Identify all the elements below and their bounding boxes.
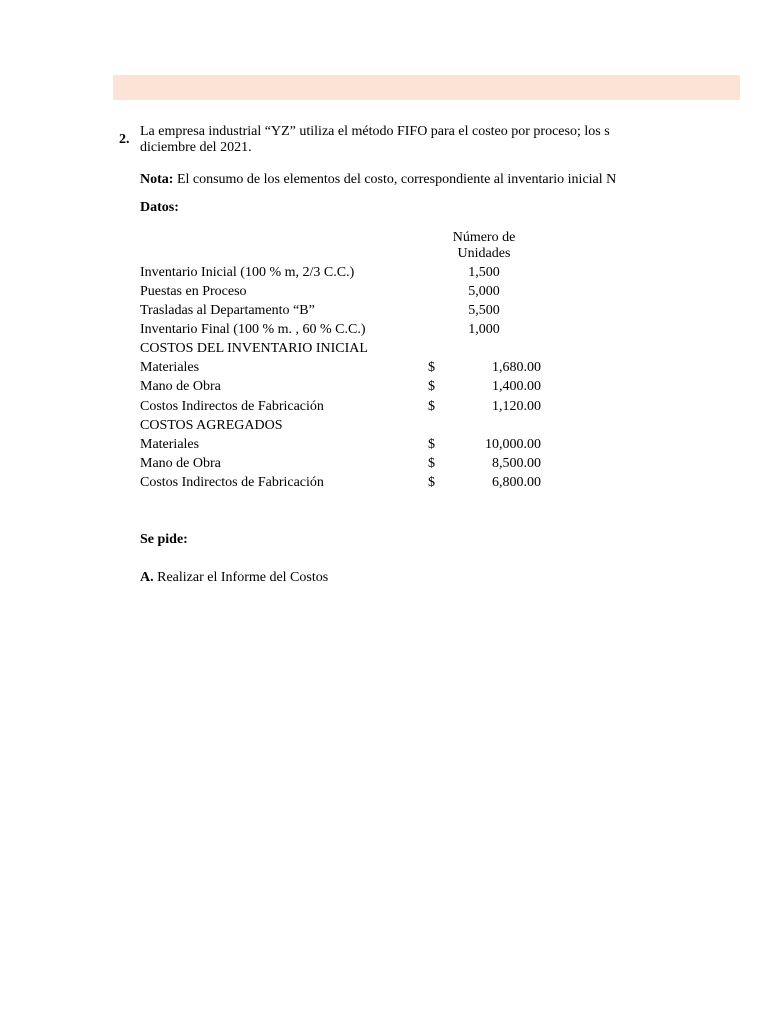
- cost-row-label: Materiales: [140, 360, 200, 375]
- currency-symbol: $: [428, 379, 435, 394]
- currency-symbol: $: [428, 360, 435, 375]
- request-item-letter: A.: [140, 570, 154, 585]
- cost-row-label: Costos Indirectos de Fabricación: [140, 399, 324, 414]
- currency-symbol: $: [428, 475, 435, 490]
- cost-row-label: Materiales: [140, 437, 200, 452]
- currency-symbol: $: [428, 437, 435, 452]
- cost-row-amount: 6,800.00: [492, 475, 541, 490]
- initial-costs-heading: COSTOS DEL INVENTARIO INICIAL: [140, 341, 368, 356]
- unit-row-value: 5,000: [468, 284, 500, 299]
- cost-row-label: Mano de Obra: [140, 379, 221, 394]
- unit-row-value: 1,500: [468, 265, 500, 280]
- unit-row-label: Inventario Inicial (100 % m, 2/3 C.C.): [140, 265, 355, 280]
- request-item-text: Realizar el Informe del Costos: [153, 570, 329, 585]
- cost-row-label: Mano de Obra: [140, 456, 221, 471]
- cost-row-amount: 1,400.00: [492, 379, 541, 394]
- problem-number: 2.: [119, 132, 130, 147]
- intro-line-2: diciembre del 2021.: [140, 140, 252, 155]
- intro-line-1: La empresa industrial “YZ” utiliza el método FIFO para el costeo por proceso; los s: [140, 124, 610, 139]
- se-pide-label: Se pide:: [140, 532, 188, 547]
- unit-row-label: Trasladas al Departamento “B”: [140, 303, 315, 318]
- note-paragraph: [140, 171, 616, 188]
- cost-row-amount: 1,120.00: [492, 399, 541, 414]
- datos-label: Datos:: [140, 200, 179, 215]
- request-item: [140, 569, 328, 586]
- cost-row-amount: 1,680.00: [492, 360, 541, 375]
- currency-symbol: $: [428, 399, 435, 414]
- cost-row-amount: 10,000.00: [485, 437, 541, 452]
- unit-row-value: 5,500: [468, 303, 500, 318]
- currency-symbol: $: [428, 456, 435, 471]
- units-header-line2: Unidades: [457, 246, 511, 261]
- unit-row-label: Puestas en Proceso: [140, 284, 247, 299]
- units-header-line1: Número de: [452, 230, 516, 245]
- cost-row-label: Costos Indirectos de Fabricación: [140, 475, 324, 490]
- unit-row-label: Inventario Final (100 % m. , 60 % C.C.): [140, 322, 366, 337]
- note-label: Nota:: [140, 172, 174, 187]
- cost-row-amount: 8,500.00: [492, 456, 541, 471]
- note-text: El consumo de los elementos del costo, correspondiente al inventario inicial N: [173, 172, 617, 187]
- unit-row-value: 1,000: [468, 322, 500, 337]
- added-costs-heading: COSTOS AGREGADOS: [140, 418, 283, 433]
